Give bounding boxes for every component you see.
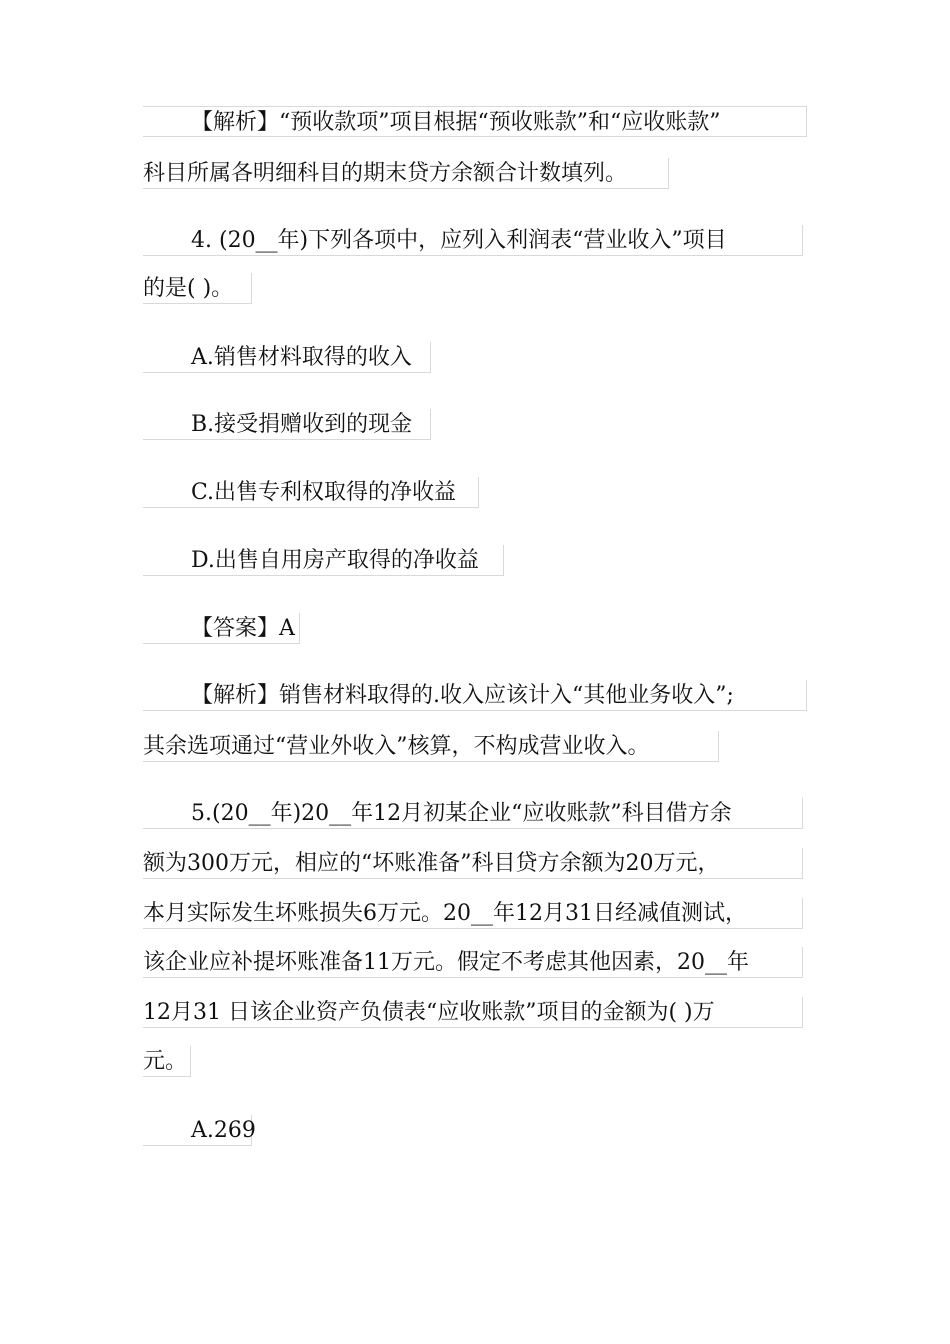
analysis-line-1: 【解析】“预收款项”项目根据“预收账款”和“应收账款” <box>143 106 807 137</box>
question-5-line-4: 该企业应补提坏账准备11万元。假定不考虑其他因素，20__年 <box>143 947 803 978</box>
analysis-2-line-1: 【解析】销售材料取得的.收入应该计入“其他业务收入”; <box>143 680 807 711</box>
analysis-2-line-2: 其余选项通过“营业外收入”核算，不构成营业收入。 <box>143 731 719 762</box>
question-5-line-1: 5.(20__年)20__年12月初某企业“应收账款”科目借方余 <box>143 798 803 829</box>
option-a: A.销售材料取得的收入 <box>143 342 431 373</box>
question-5-line-5: 12月31 日该企业资产负债表“应收账款”项目的金额为( )万 <box>143 997 803 1028</box>
question-4-line-1: 4. (20__年)下列各项中，应列入利润表“营业收入”项目 <box>143 225 803 256</box>
question-5-line-3: 本月实际发生坏账损失6万元。20__年12月31日经减值测试， <box>143 898 803 929</box>
option-d: D.出售自用房产取得的净收益 <box>143 545 504 576</box>
option-c: C.出售专利权取得的净收益 <box>143 477 479 508</box>
option-b: B.接受捐赠收到的现金 <box>143 409 431 440</box>
question-5-line-2: 额为300万元，相应的“坏账准备”科目贷方余额为20万元， <box>143 848 803 879</box>
analysis-line-2: 科目所属各明细科目的期末贷方余额合计数填列。 <box>143 158 669 189</box>
question-4-line-2: 的是( )。 <box>143 273 252 304</box>
question-5-option-a: A.269 <box>143 1115 252 1146</box>
answer-line: 【答案】A <box>143 613 300 644</box>
question-5-line-6: 元。 <box>143 1046 191 1077</box>
